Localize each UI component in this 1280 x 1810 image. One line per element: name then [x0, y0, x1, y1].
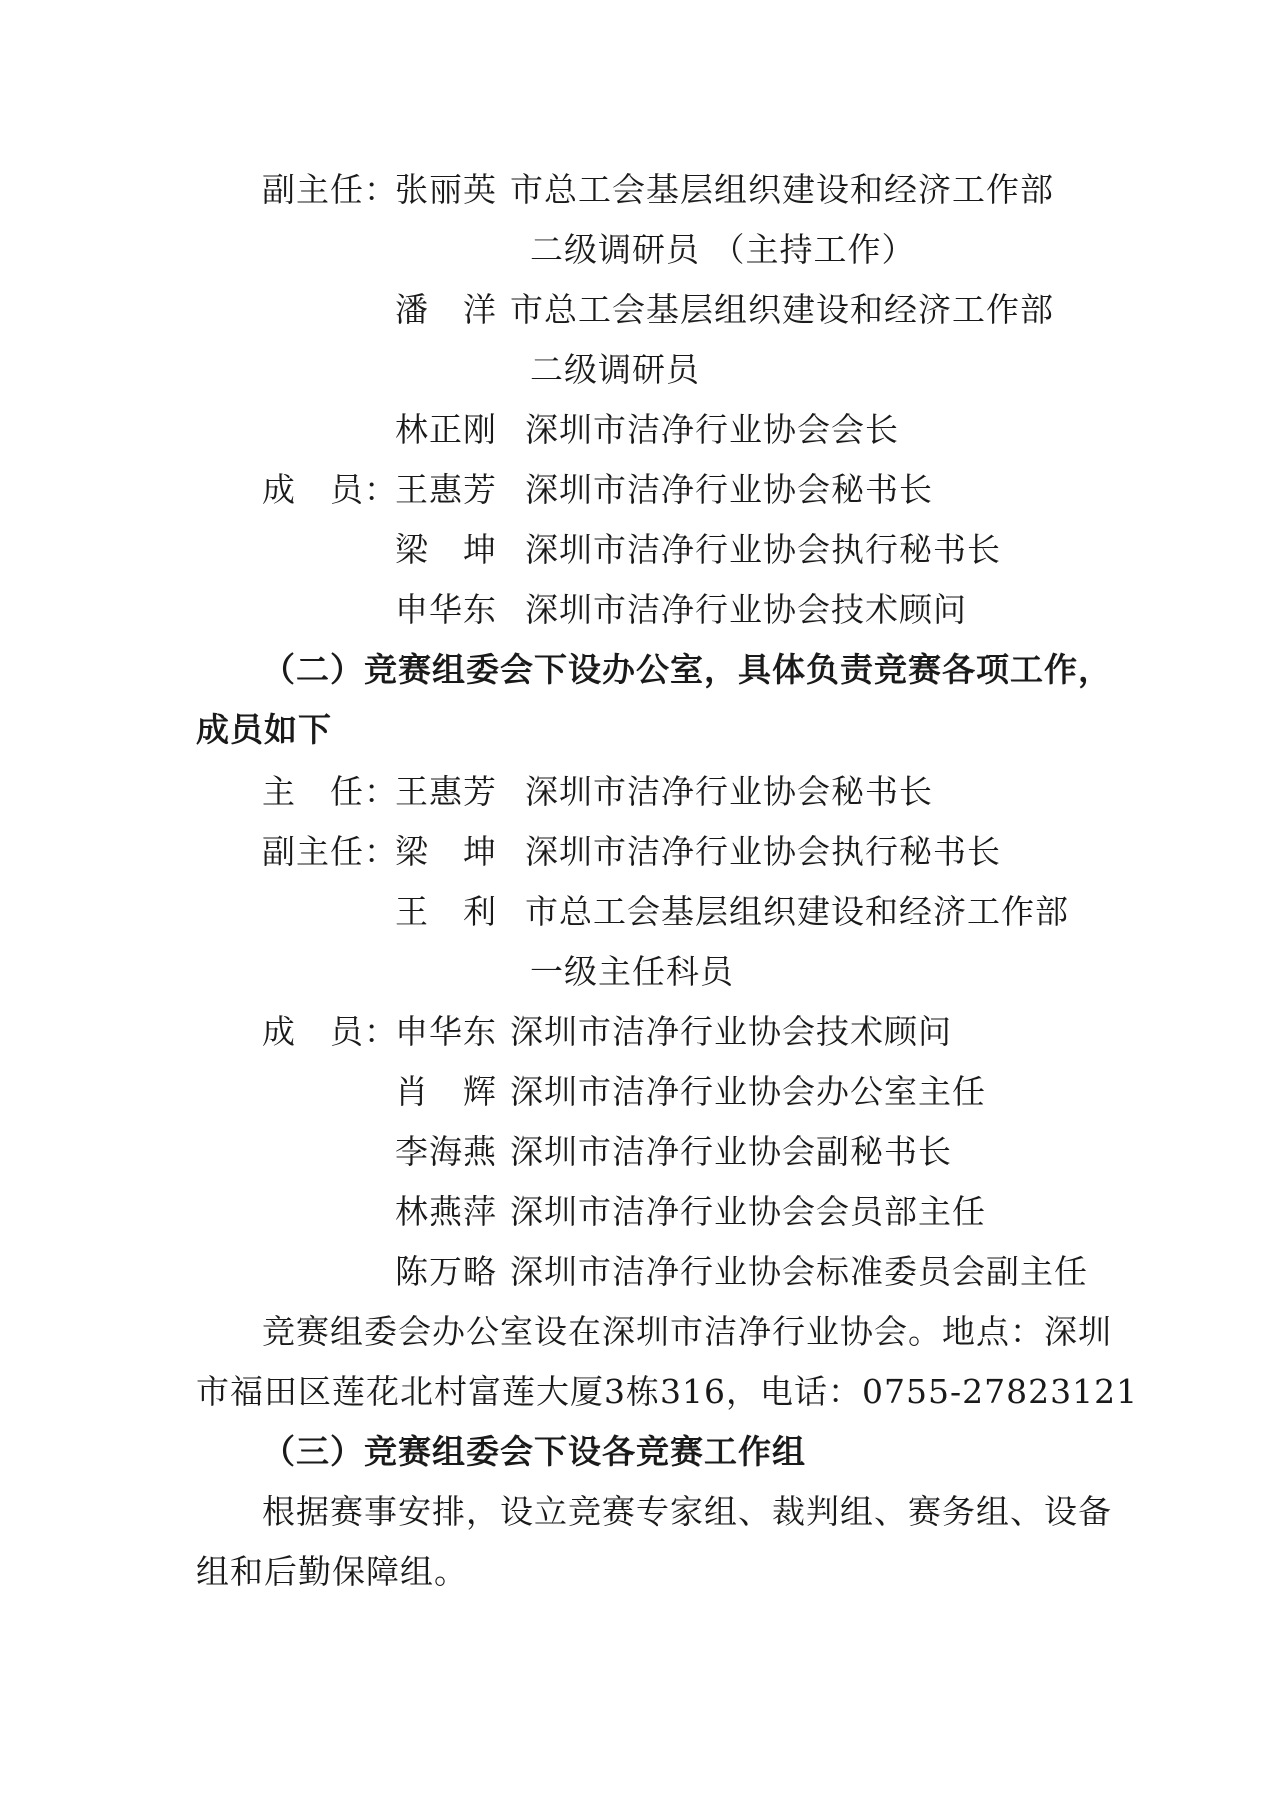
member-title: 深圳市洁净行业协会会长 — [525, 410, 899, 449]
office-address-line: 市福田区莲花北村富莲大厦3栋316，电话：0755-27823121 — [196, 1372, 1139, 1411]
section-heading-continued: 成员如下 — [196, 710, 332, 749]
member-title: 二级调研员 （主持工作） — [530, 230, 916, 269]
section-heading: （二）竞赛组委会下设办公室，具体负责竞赛各项工作， — [262, 650, 1112, 689]
member-name: 肖 辉 — [395, 1072, 497, 1111]
role-label: 成 员： — [262, 470, 398, 509]
role-label: 副主任： — [262, 170, 398, 209]
member-name: 陈万略 — [395, 1252, 497, 1291]
office-address-line: 竞赛组委会办公室设在深圳市洁净行业协会。地点：深圳 — [262, 1312, 1112, 1351]
member-name: 林正刚 — [395, 410, 497, 449]
member-title: 深圳市洁净行业协会执行秘书长 — [525, 530, 1001, 569]
member-title: 深圳市洁净行业协会秘书长 — [525, 772, 933, 811]
member-title: 深圳市洁净行业协会标准委员会副主任 — [510, 1252, 1088, 1291]
member-name: 张丽英 — [395, 170, 497, 209]
member-title: 深圳市洁净行业协会副秘书长 — [510, 1132, 952, 1171]
member-name: 王 利 — [395, 892, 497, 931]
member-title: 深圳市洁净行业协会技术顾问 — [525, 590, 967, 629]
member-name: 王惠芳 — [395, 772, 497, 811]
role-label: 副主任： — [262, 832, 398, 871]
role-label: 成 员： — [262, 1012, 398, 1051]
member-name: 潘 洋 — [395, 290, 497, 329]
member-title: 市总工会基层组织建设和经济工作部 — [510, 290, 1054, 329]
body-paragraph-line: 组和后勤保障组。 — [196, 1552, 468, 1591]
member-name: 林燕萍 — [395, 1192, 497, 1231]
member-name: 申华东 — [395, 1012, 497, 1051]
member-title: 深圳市洁净行业协会办公室主任 — [510, 1072, 986, 1111]
member-title: 深圳市洁净行业协会技术顾问 — [510, 1012, 952, 1051]
member-title: 市总工会基层组织建设和经济工作部 — [510, 170, 1054, 209]
section-heading: （三）竞赛组委会下设各竞赛工作组 — [262, 1432, 806, 1471]
member-name: 李海燕 — [395, 1132, 497, 1171]
member-name: 申华东 — [395, 590, 497, 629]
member-title: 深圳市洁净行业协会执行秘书长 — [525, 832, 1001, 871]
member-name: 梁 坤 — [395, 530, 497, 569]
member-name: 王惠芳 — [395, 470, 497, 509]
member-title: 市总工会基层组织建设和经济工作部 — [525, 892, 1069, 931]
member-title: 深圳市洁净行业协会秘书长 — [525, 470, 933, 509]
member-title: 二级调研员 — [530, 350, 700, 389]
member-name: 梁 坤 — [395, 832, 497, 871]
member-title: 一级主任科员 — [530, 952, 734, 991]
role-label: 主 任： — [262, 772, 398, 811]
member-title: 深圳市洁净行业协会会员部主任 — [510, 1192, 986, 1231]
body-paragraph-line: 根据赛事安排，设立竞赛专家组、裁判组、赛务组、设备 — [262, 1492, 1112, 1531]
